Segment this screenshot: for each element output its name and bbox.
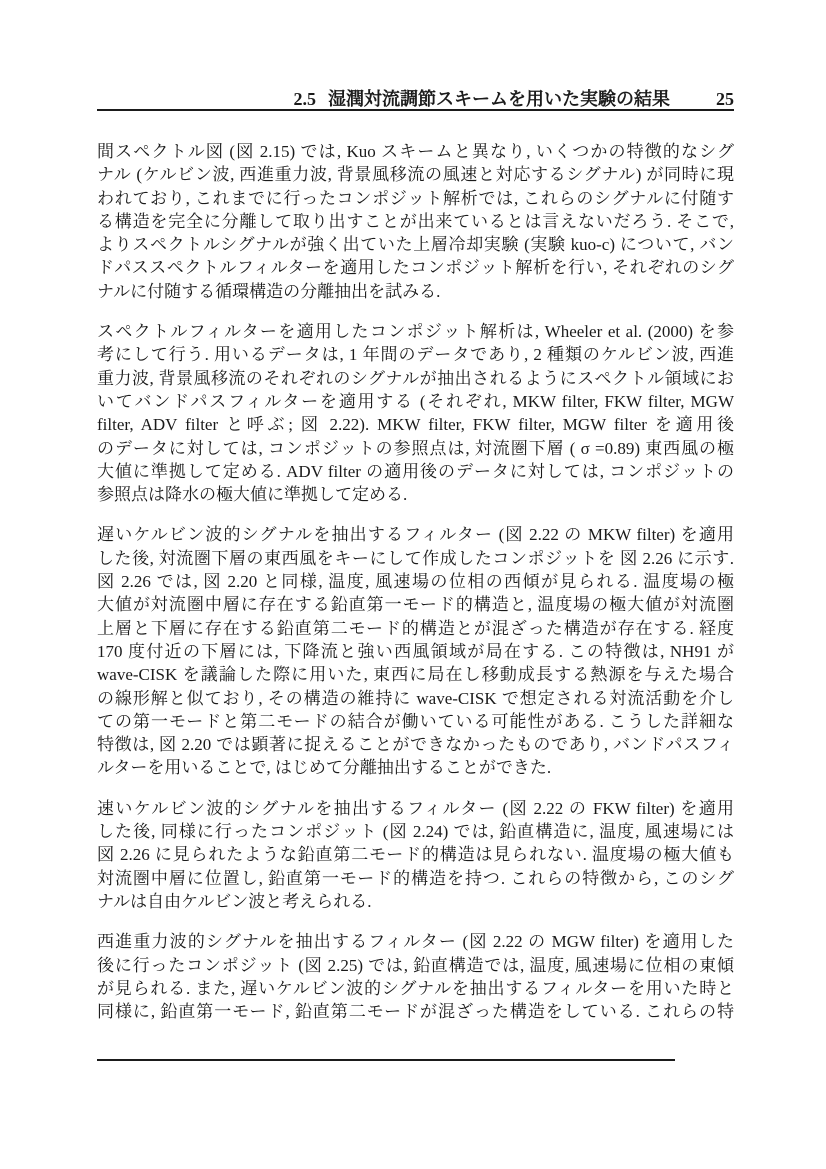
text-line: 同様に, 鉛直第一モード, 鉛直第二モードが混ざった構造をしている. これらの特: [97, 1002, 734, 1022]
text-line: 重力波, 背景風移流のそれぞれのシグナルが抽出されるようにスペクトル領域にお: [97, 368, 734, 388]
text-line: 西進重力波的シグナルを抽出するフィルター (図 2.22 の MGW filter) を適用した: [97, 932, 734, 952]
text-line: した後, 同様に行ったコンポジット (図 2.24) では, 鉛直構造に, 温度, 風速場には: [97, 822, 734, 842]
text-line: wave-CISK を議論した際に用いた, 東西に局在し移動成長する熱源を与えた場合: [97, 665, 734, 685]
text-line: ナルに付随する循環構造の分離抽出を試みる.: [97, 281, 441, 301]
text-line: 特徴は, 図 2.20 では顕著に捉えることができなかったものであり, バンドパスフィ: [97, 735, 734, 755]
footnote-rule: [97, 1059, 675, 1061]
text-line: いてバンドパスフィルターを適用する (それぞれ, MKW filter, FKW filter, MGW: [97, 391, 734, 411]
header-section-number: 2.5: [293, 89, 316, 109]
text-line: る構造を完全に分離して取り出すことが出来ているとは言えないだろう. そこで,: [97, 211, 734, 231]
body-text: [97, 140, 734, 1023]
text-line: われており, これまでに行ったコンポジット解析では, これらのシグナルに付随す: [97, 188, 734, 208]
text-line: が見られる. また, 遅いケルビン波的シグナルを抽出するフィルターを用いた時と: [97, 978, 734, 998]
paragraph: [97, 930, 734, 1023]
text-line: 図 2.26 に見られたような鉛直第二モード的構造は見られない. 温度場の極大値も: [97, 845, 734, 865]
text-line: 大値に準拠して定める. ADV filter の適用後のデータに対しては, コンポジットの: [97, 461, 734, 481]
paragraph: [97, 320, 734, 506]
header-rule: [97, 109, 734, 111]
text-line: 上層と下層に存在する鉛直第二モード的構造とが混ざった構造が存在する. 経度: [97, 618, 734, 638]
text-line: ドパススペクトルフィルターを適用したコンポジット解析を行い, それぞれのシグ: [97, 258, 734, 278]
header-section-title: 湿潤対流調節スキームを用いた実験の結果: [328, 89, 670, 109]
text-line: よりスペクトルシグナルが強く出ていた上層冷却実験 (実験 kuo-c) について, バン: [97, 235, 734, 255]
text-line: filter, ADV filter と呼ぶ; 図 2.22). MKW filter, FKW filter, MGW filter を適用後: [97, 415, 734, 435]
text-line: 図 2.26 では, 図 2.20 と同様, 温度, 風速場の位相の西傾が見られる. 温度場の極: [97, 572, 734, 592]
text-line: スペクトルフィルターを適用したコンポジット解析は, Wheeler et al. (2000) を参: [97, 322, 734, 342]
running-header: [97, 85, 734, 111]
text-line: ての第一モードと第二モードの結合が働いている可能性がある. こうした詳細な: [97, 711, 734, 731]
text-line: 考にして行う. 用いるデータは, 1 年間のデータであり, 2 種類のケルビン波, 西進: [97, 345, 734, 365]
text-line: 対流圏中層に位置し, 鉛直第一モード的構造を持つ. これらの特徴から, このシグ: [97, 868, 734, 888]
text-line: 170 度付近の下層には, 下降流と強い西風領域が局在する. この特徴は, NH91 が: [97, 641, 734, 661]
text-line: 速いケルビン波的シグナルを抽出するフィルター (図 2.22 の FKW filter) を適用: [97, 798, 734, 818]
text-line: 遅いケルビン波的シグナルを抽出するフィルター (図 2.22 の MKW filter) を適用: [97, 525, 734, 545]
text-line: した後, 対流圏下層の東西風をキーにして作成したコンポジットを 図 2.26 に示す.: [97, 548, 734, 568]
text-line: 間スペクトル図 (図 2.15) では, Kuo スキームと異なり, いくつかの特徴的なシグ: [97, 142, 734, 161]
text-line: ナル (ケルビン波, 西進重力波, 背景風移流の風速と対応するシグナル) が同時に現: [97, 165, 734, 185]
header-page-number: 25: [716, 89, 734, 109]
text-line: 参照点は降水の極大値に準拠して定める.: [97, 485, 408, 505]
text-line: のデータに対しては, コンポジットの参照点は, 対流圏下層 ( σ =0.89) 東西風の極: [97, 438, 734, 458]
text-line: ナルは自由ケルビン波と考えられる.: [97, 891, 372, 911]
text-line: ルターを用いることで, はじめて分離抽出することができた.: [97, 758, 552, 778]
text-line: の線形解と似ており, その構造の維持に wave-CISK で想定される対流活動を介し: [97, 688, 734, 708]
paragraph: [97, 523, 734, 779]
paragraph: [97, 797, 734, 913]
paragraph: [97, 140, 734, 303]
text-line: 後に行ったコンポジット (図 2.25) では, 鉛直構造では, 温度, 風速場に位相の東傾: [97, 955, 734, 975]
text-line: 大値が対流圏中層に存在する鉛直第一モード的構造と, 温度場の極大値が対流圏: [97, 595, 734, 615]
